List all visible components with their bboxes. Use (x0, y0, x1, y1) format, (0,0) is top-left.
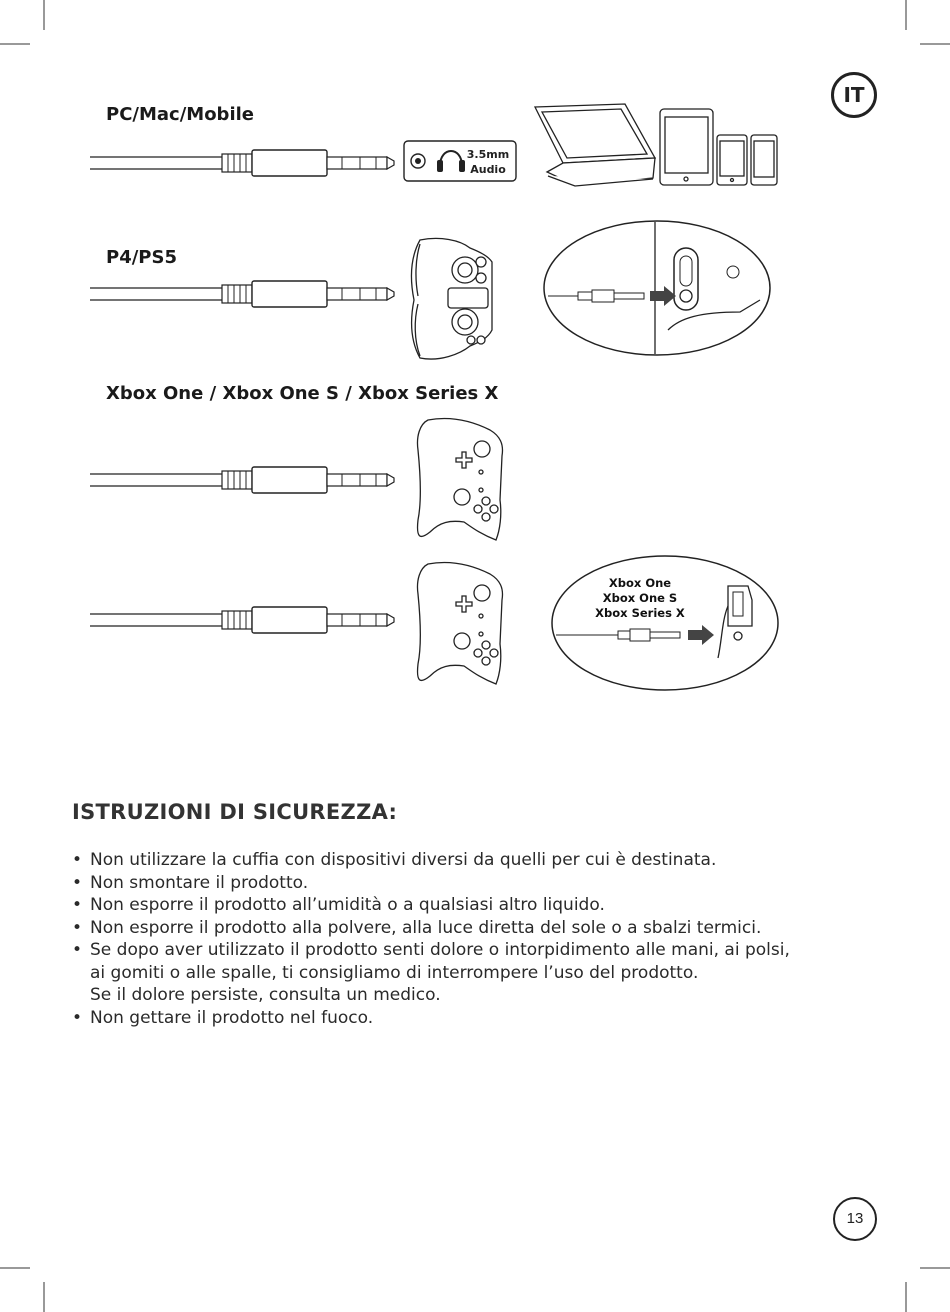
section-label-ps: P4/PS5 (106, 247, 177, 268)
safety-item-text: • Non smontare il prodotto. (90, 872, 309, 893)
xbox-controller-icon (417, 418, 502, 540)
safety-item-text: • Non esporre il prodotto all’umidità o a qualsiasi altro liquido. (90, 895, 605, 915)
safety-item-text: • Non gettare il prodotto nel fuoco. (90, 1007, 374, 1028)
laptop-icon (535, 104, 655, 186)
safety-item (72, 894, 872, 917)
safety-item (72, 1007, 872, 1030)
safety-item (72, 872, 872, 895)
section-label-pc: PC/Mac/Mobile (106, 104, 254, 125)
section-label-xbox: Xbox One / Xbox One S / Xbox Series X (106, 383, 499, 404)
safety-item (72, 939, 872, 1007)
xbox-callout (552, 556, 778, 690)
safety-item-text: Se il dolore persiste, consulta un medico. (90, 985, 441, 1005)
audio-plug-ps (90, 281, 394, 307)
safety-title: ISTRUZIONI DI SICUREZZA: (72, 800, 398, 824)
jack-label-line2: Audio (470, 163, 506, 176)
safety-item (72, 849, 872, 872)
safety-list (72, 849, 872, 1029)
audio-jack-box (404, 141, 516, 181)
ps-callout (544, 221, 770, 355)
xbox-controller-icon (417, 562, 502, 684)
safety-item-text: • Non esporre il prodotto alla polvere, alla luce diretta del sole o a sbalzi termici. (90, 917, 762, 938)
xbox-callout-line3: Xbox Series X (595, 606, 685, 620)
safety-item-text: • Non utilizzare la cuffia con dispositivi diversi da quelli per cui è destinata. (90, 850, 717, 870)
audio-plug-xbox-2 (90, 607, 394, 633)
safety-item-text: • Se dopo aver utilizzato il prodotto senti dolore o intorpidimento alle mani, ai polsi, (90, 940, 790, 960)
xbox-callout-line2: Xbox One S (602, 591, 678, 605)
page-number: 13 (833, 1197, 877, 1241)
phone-icon (751, 135, 777, 185)
safety-item (72, 917, 872, 940)
xbox-callout-line1: Xbox One (608, 576, 672, 590)
tablet-icon (660, 109, 713, 185)
safety-item-text: ai gomiti o alle spalle, ti consigliamo di interrompere l’uso del prodotto. (90, 962, 699, 983)
audio-plug-xbox-1 (90, 467, 394, 493)
phone-icon (717, 135, 747, 185)
jack-label-line1: 3.5mm (466, 148, 510, 161)
playstation-controller-icon (412, 238, 492, 359)
language-badge: IT (831, 72, 877, 118)
audio-plug-pc (90, 150, 394, 176)
